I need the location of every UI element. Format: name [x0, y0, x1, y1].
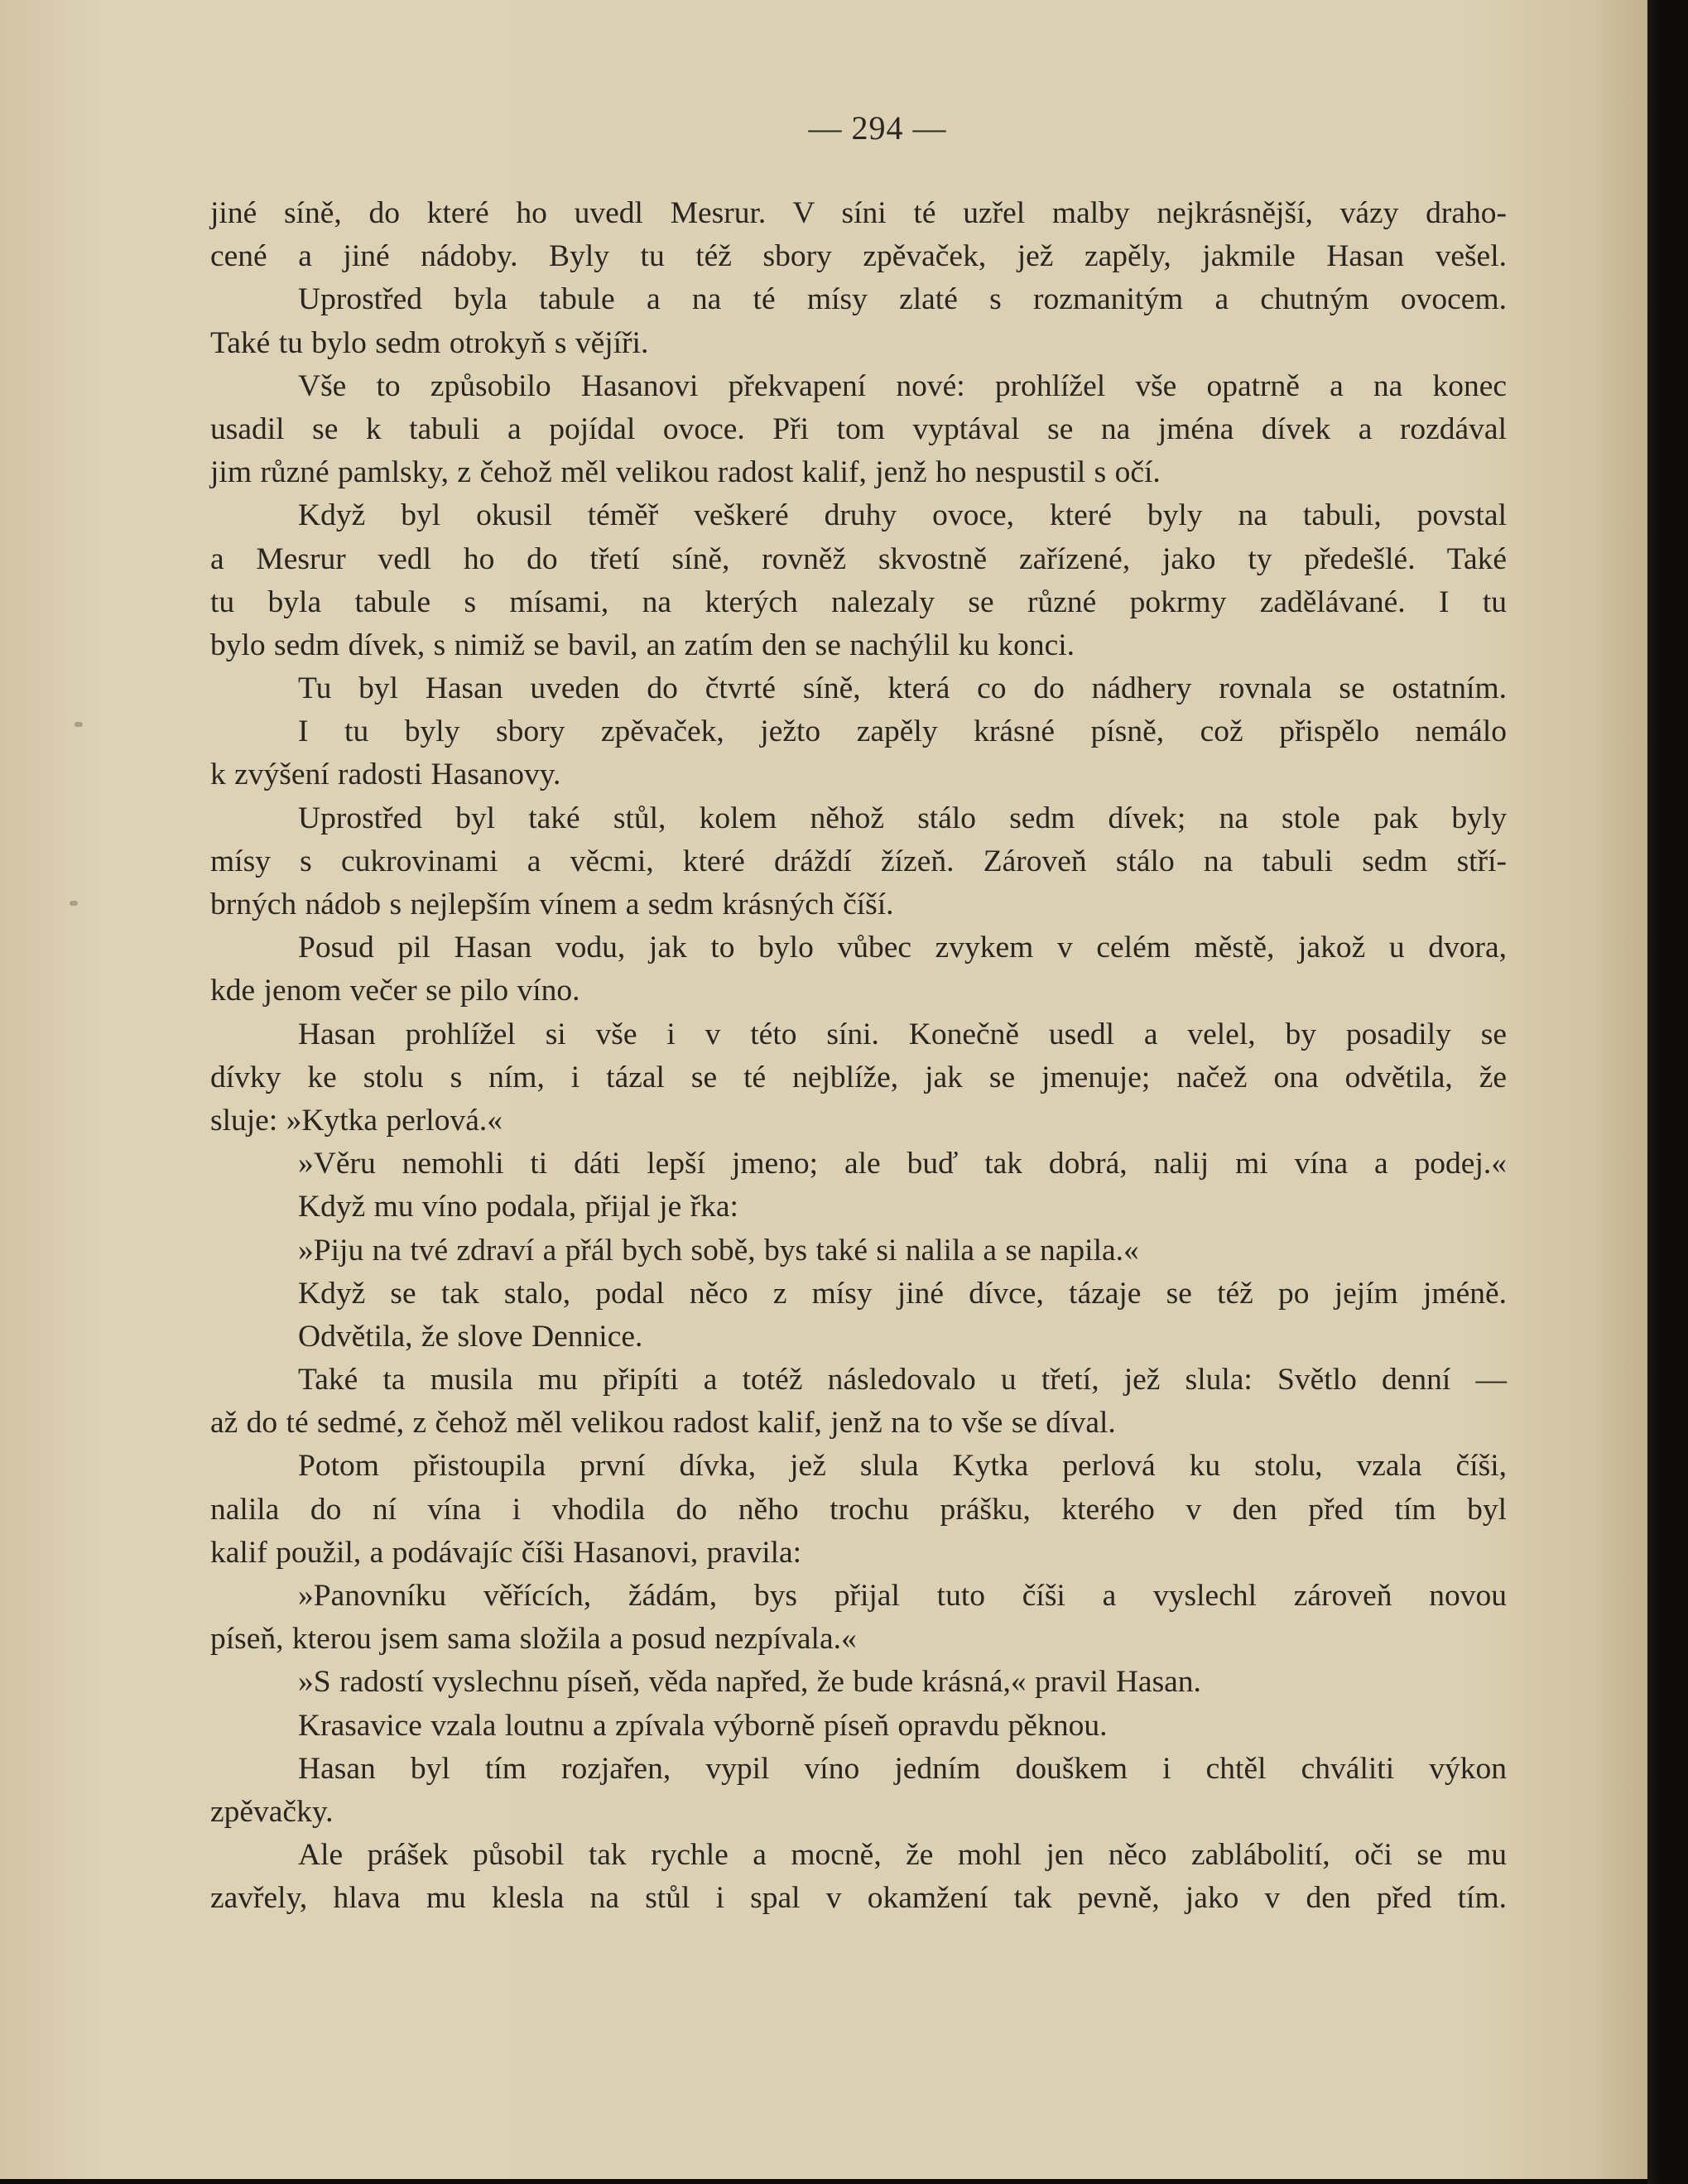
text-line: Také tu bylo sedm otrokyň s vějíři.: [210, 325, 649, 360]
text-line: I tu byly sbory zpěvaček, ježto zapěly krásné písně, což přispělo nemálo: [298, 714, 1507, 749]
text-line: dívky ke stolu s ním, i tázal se té nejblíže, jak se jmenuje; načež ona odvětila, že: [210, 1060, 1507, 1094]
text-line: jiné síně, do které ho uvedl Mesrur. V síni té uzřel malby nejkrásnější, vázy draho-: [210, 196, 1507, 230]
text-line: píseň, kterou jsem sama složila a posud nezpívala.«: [210, 1622, 857, 1657]
text-line: Vše to způsobilo Hasanovi překvapení nové: prohlížel vše opatrně a na konec: [298, 368, 1507, 403]
text-line: tu byla tabule s mísami, na kterých nalezaly se různé pokrmy zadělávané. I tu: [210, 584, 1507, 619]
text-line: Hasan prohlížel si vše i v této síni. Konečně usedl a velel, by posadily se: [298, 1017, 1507, 1051]
book-edge-shadow: [1647, 0, 1688, 2184]
text-line: »Piju na tvé zdraví a přál bych sobě, bys také si nalila a se napila.«: [298, 1233, 1139, 1268]
text-line: Krasavice vzala loutnu a zpívala výborně píseň opravdu pěknou.: [298, 1708, 1108, 1743]
text-line: Uprostřed byl také stůl, kolem něhož stálo sedm dívek; na stole pak byly: [298, 801, 1507, 835]
text-line: sluje: »Kytka perlová.«: [210, 1103, 503, 1138]
page-number: — 294 —: [808, 109, 947, 147]
text-line: brných nádob s nejlepším vínem a sedm krásných číší.: [210, 888, 894, 921]
text-line: Hasan byl tím rozjařen, vypil víno jedním douškem i chtěl chváliti výkon: [298, 1751, 1507, 1786]
text-line: Když se tak stalo, podal něco z mísy jiné dívce, tázaje se též po jejím jméně.: [298, 1276, 1507, 1311]
text-line: k zvýšení radosti Hasanovy.: [210, 758, 561, 792]
text-line: »Věru nemohli ti dáti lepší jmeno; ale buď tak dobrá, nalij mi vína a podej.«: [298, 1147, 1507, 1181]
text-line: až do té sedmé, z čehož měl velikou radost kalif, jenž na to vše se díval.: [210, 1406, 1116, 1441]
text-line: mísy s cukrovinami a věcmi, které dráždí žízeň. Zároveň stálo na tabuli sedm stří-: [210, 844, 1507, 878]
text-line: nalila do ní vína i vhodila do něho trochu prášku, kterého v den před tím byl: [210, 1492, 1507, 1527]
text-line: kalif použil, a podávajíc číši Hasanovi, pravila:: [210, 1535, 802, 1570]
text-line: Když byl okusil téměř veškeré druhy ovoce, které byly na tabuli, povstal: [298, 498, 1507, 533]
text-line: kde jenom večer se pilo víno.: [210, 974, 580, 1008]
text-line: zavřely, hlava mu klesla na stůl i spal v okamžení tak pevně, jako v den před tím.: [210, 1881, 1507, 1916]
text-line: Také ta musila mu připíti a totéž následovalo u třetí, jež slula: Světlo denní —: [298, 1363, 1507, 1397]
text-line: jim různé pamlsky, z čehož měl velikou radost kalif, jenž ho nespustil s očí.: [210, 455, 1161, 490]
text-line: Potom přistoupila první dívka, jež slula Kytka perlová ku stolu, vzala číši,: [298, 1449, 1507, 1484]
text-line: zpěvačky.: [210, 1794, 334, 1829]
margin-speck: [70, 901, 78, 906]
text-line: Posud pil Hasan vodu, jak to bylo vůbec zvykem v celém městě, jakož u dvora,: [298, 931, 1507, 965]
text-line: cené a jiné nádoby. Byly tu též sbory zpěvaček, jež zapěly, jakmile Hasan vešel.: [210, 239, 1507, 274]
body-text: [210, 192, 1507, 1921]
text-line: Tu byl Hasan uveden do čtvrté síně, která co do nádhery rovnala se ostatním.: [298, 671, 1507, 706]
text-line: »S radostí vyslechnu píseň, věda napřed, že bude krásná,« pravil Hasan.: [298, 1665, 1201, 1700]
margin-speck: [75, 722, 83, 727]
text-line: bylo sedm dívek, s nimiž se bavil, an zatím den se nachýlil ku konci.: [210, 628, 1075, 662]
text-line: Ale prášek působil tak rychle a mocně, že mohl jen něco zablábolití, oči se mu: [298, 1838, 1507, 1873]
text-line: Odvětila, že slove Dennice.: [298, 1319, 643, 1354]
text-line: Když mu víno podala, přijal je řka:: [298, 1190, 738, 1224]
text-line: »Panovníku věřících, žádám, bys přijal tuto číši a vyslechl zároveň novou: [298, 1579, 1507, 1613]
text-line: a Mesrur vedl ho do třetí síně, rovněž skvostně zařízené, jako ty předešlé. Také: [210, 541, 1507, 576]
text-line: usadil se k tabuli a pojídal ovoce. Při tom vyptával se na jména dívek a rozdával: [210, 411, 1507, 446]
text-line: Uprostřed byla tabule a na té mísy zlaté s rozmanitým a chutným ovocem.: [298, 282, 1507, 317]
